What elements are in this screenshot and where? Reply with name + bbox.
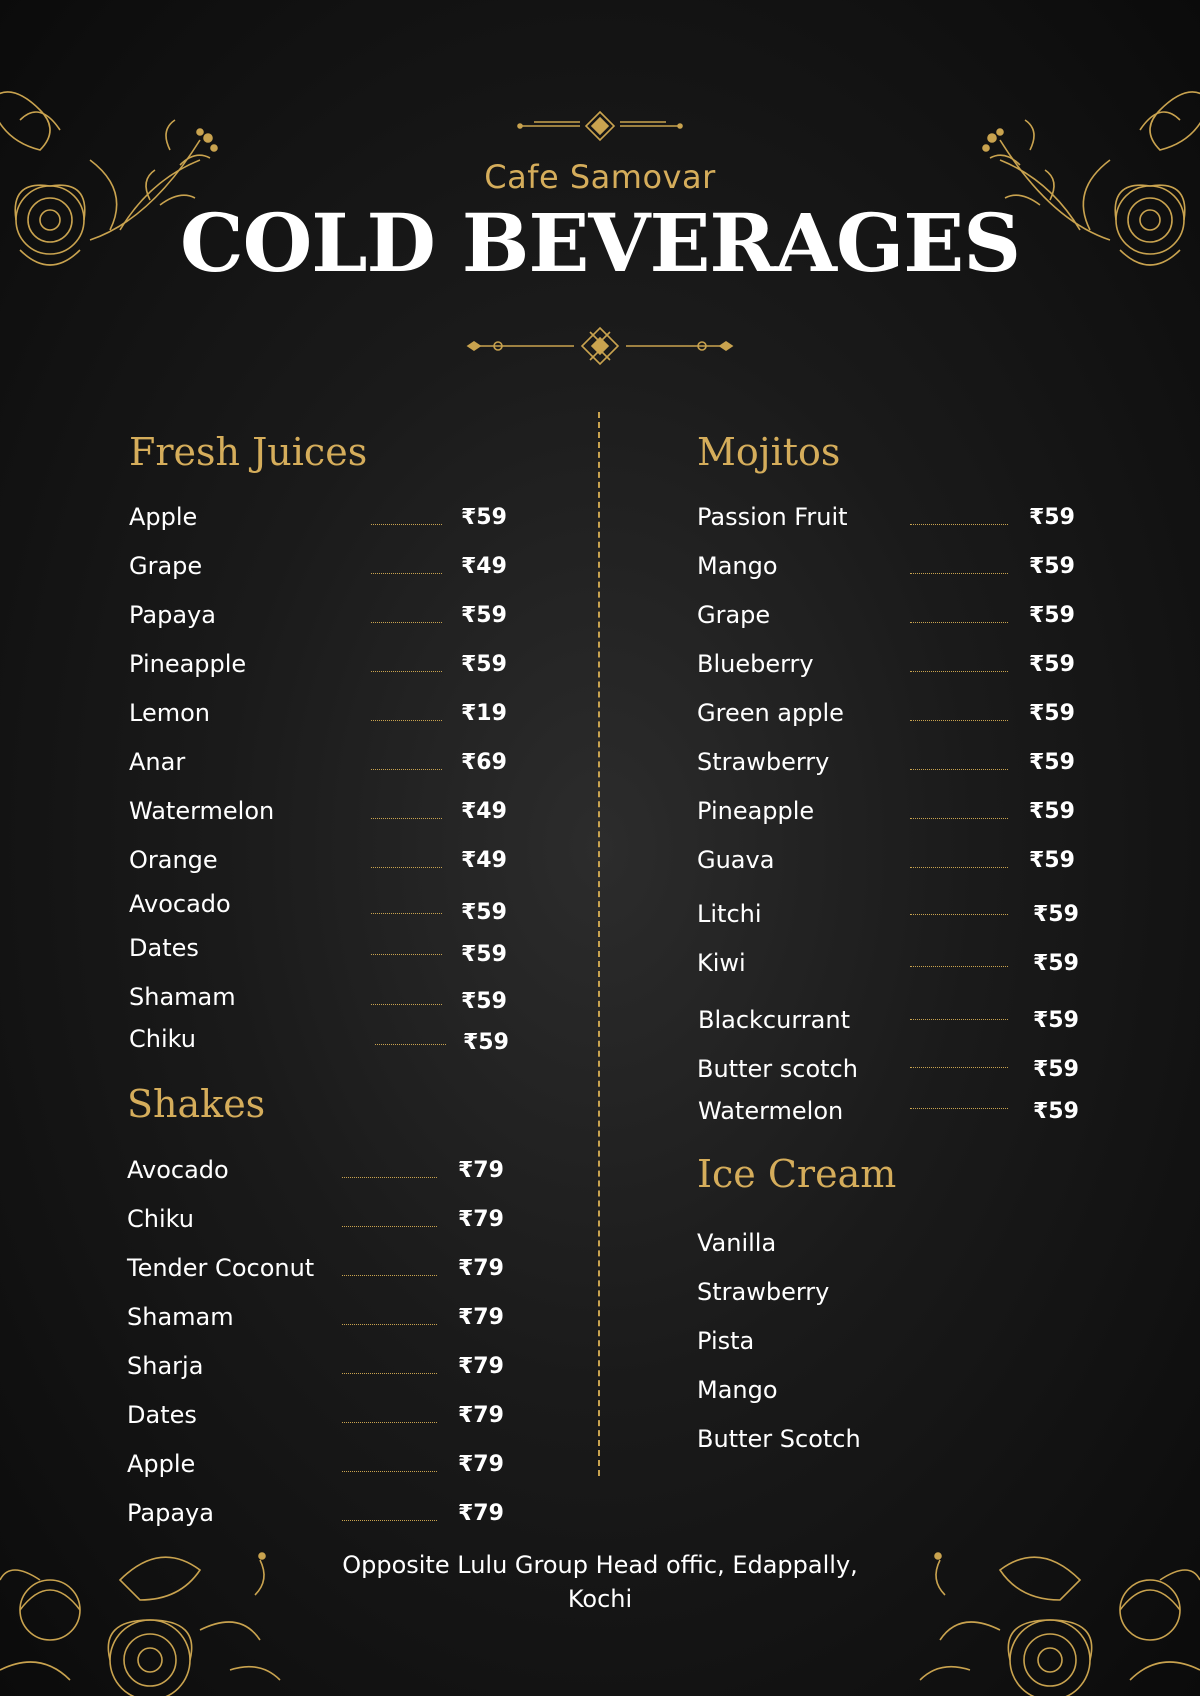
- item-price: ₹59: [461, 603, 507, 628]
- dot-leader: [371, 818, 442, 819]
- item-name: Chiku: [127, 1205, 195, 1233]
- address-line-1: Opposite Lulu Group Head offic, Edappally,: [342, 1551, 858, 1579]
- dot-leader: [371, 720, 442, 721]
- item-name: Passion Fruit: [697, 503, 848, 531]
- item-name: Anar: [129, 748, 186, 776]
- dot-leader: [910, 671, 1008, 672]
- dot-leader: [375, 1044, 446, 1045]
- section-title-shakes: Shakes: [127, 1082, 266, 1126]
- item-price: ₹79: [458, 1256, 504, 1281]
- item-price: ₹49: [461, 848, 507, 873]
- dot-leader: [371, 524, 442, 525]
- item-price: ₹59: [1029, 848, 1075, 873]
- item-price: ₹59: [463, 1030, 509, 1055]
- item-name: Green apple: [697, 699, 844, 727]
- item-price: ₹79: [458, 1452, 504, 1477]
- item-price: ₹59: [1033, 1057, 1079, 1082]
- dot-leader: [910, 1067, 1008, 1068]
- dot-leader: [910, 914, 1008, 915]
- item-price: ₹59: [1029, 554, 1075, 579]
- item-price: ₹79: [458, 1501, 504, 1526]
- item-price: ₹79: [458, 1354, 504, 1379]
- dot-leader: [342, 1177, 437, 1178]
- item-price: ₹49: [461, 799, 507, 824]
- dot-leader: [910, 966, 1008, 967]
- dot-leader: [342, 1373, 437, 1374]
- list-item: Mango: [697, 1376, 778, 1404]
- item-name: Lemon: [129, 699, 210, 727]
- floral-corner-icon-bottom-right: [910, 1520, 1200, 1696]
- item-price: ₹59: [1033, 1099, 1079, 1124]
- dot-leader: [910, 769, 1008, 770]
- dot-leader: [342, 1324, 437, 1325]
- item-price: ₹59: [1029, 603, 1075, 628]
- item-name: Kiwi: [697, 949, 746, 977]
- item-price: ₹49: [461, 554, 507, 579]
- address-line-2: Kochi: [567, 1585, 633, 1613]
- dot-leader: [371, 1004, 442, 1005]
- item-price: ₹59: [461, 652, 507, 677]
- dot-leader: [371, 622, 442, 623]
- dot-leader: [371, 573, 442, 574]
- dot-leader: [910, 622, 1008, 623]
- item-name: Pineapple: [129, 650, 247, 678]
- item-name: Chiku: [129, 1025, 197, 1053]
- dot-leader: [342, 1422, 437, 1423]
- dot-leader: [910, 818, 1008, 819]
- item-price: ₹59: [1029, 505, 1075, 530]
- dot-leader: [371, 954, 442, 955]
- dot-leader: [371, 913, 442, 914]
- item-price: ₹59: [1029, 750, 1075, 775]
- dot-leader: [910, 720, 1008, 721]
- item-name: Orange: [129, 846, 218, 874]
- page-title: COLD BEVERAGES: [179, 196, 1021, 290]
- item-price: ₹59: [461, 900, 507, 925]
- item-name: Mango: [697, 552, 778, 580]
- item-name: Shamam: [129, 983, 236, 1011]
- item-name: Dates: [129, 934, 199, 962]
- item-name: Apple: [129, 503, 198, 531]
- dot-leader: [910, 524, 1008, 525]
- item-price: ₹59: [1033, 902, 1079, 927]
- art-deco-divider-icon-top: [514, 110, 686, 142]
- item-name: Dates: [127, 1401, 197, 1429]
- art-deco-divider-icon-bottom: [464, 326, 736, 366]
- dot-leader: [910, 1019, 1008, 1020]
- item-name: Grape: [697, 601, 771, 629]
- item-price: ₹59: [461, 505, 507, 530]
- dot-leader: [910, 867, 1008, 868]
- item-price: ₹69: [461, 750, 507, 775]
- item-price: ₹59: [1029, 652, 1075, 677]
- restaurant-name: Cafe Samovar: [484, 158, 716, 196]
- dot-leader: [371, 867, 442, 868]
- list-item: Vanilla: [697, 1229, 777, 1257]
- dot-leader: [910, 573, 1008, 574]
- item-price: ₹19: [461, 701, 507, 726]
- item-price: ₹79: [458, 1158, 504, 1183]
- item-name: Watermelon: [698, 1097, 844, 1125]
- item-name: Watermelon: [129, 797, 275, 825]
- item-price: ₹79: [458, 1207, 504, 1232]
- dot-leader: [371, 769, 442, 770]
- item-price: ₹59: [461, 989, 507, 1014]
- item-price: ₹79: [458, 1305, 504, 1330]
- item-name: Papaya: [129, 601, 216, 629]
- item-name: Avocado: [129, 890, 231, 918]
- list-item: Butter Scotch: [697, 1425, 861, 1453]
- dot-leader: [342, 1226, 437, 1227]
- item-name: Grape: [129, 552, 203, 580]
- item-price: ₹59: [1033, 951, 1079, 976]
- item-name: Papaya: [127, 1499, 214, 1527]
- column-divider: [598, 412, 600, 1476]
- item-price: ₹79: [458, 1403, 504, 1428]
- item-name: Litchi: [697, 900, 762, 928]
- item-name: Butter scotch: [697, 1055, 858, 1083]
- dot-leader: [342, 1275, 437, 1276]
- dot-leader: [342, 1471, 437, 1472]
- item-name: Blackcurrant: [698, 1006, 850, 1034]
- item-name: Shamam: [127, 1303, 234, 1331]
- section-title-mojitos: Mojitos: [697, 430, 841, 474]
- item-name: Sharja: [127, 1352, 204, 1380]
- dot-leader: [371, 671, 442, 672]
- dot-leader: [342, 1520, 437, 1521]
- section-title-ice-cream: Ice Cream: [697, 1152, 897, 1196]
- item-price: ₹59: [1029, 799, 1075, 824]
- item-name: Blueberry: [697, 650, 814, 678]
- item-name: Tender Coconut: [127, 1254, 315, 1282]
- address: [300, 1548, 900, 1616]
- item-price: ₹59: [461, 942, 507, 967]
- item-price: ₹59: [1029, 701, 1075, 726]
- item-price: ₹59: [1033, 1008, 1079, 1033]
- item-name: Avocado: [127, 1156, 229, 1184]
- floral-corner-icon-bottom-left: [0, 1520, 290, 1696]
- section-title-fresh-juices: Fresh Juices: [129, 430, 368, 474]
- item-name: Strawberry: [697, 748, 830, 776]
- item-name: Pineapple: [697, 797, 815, 825]
- dot-leader: [910, 1108, 1008, 1109]
- item-name: Apple: [127, 1450, 196, 1478]
- item-name: Guava: [697, 846, 775, 874]
- list-item: Pista: [697, 1327, 755, 1355]
- list-item: Strawberry: [697, 1278, 830, 1306]
